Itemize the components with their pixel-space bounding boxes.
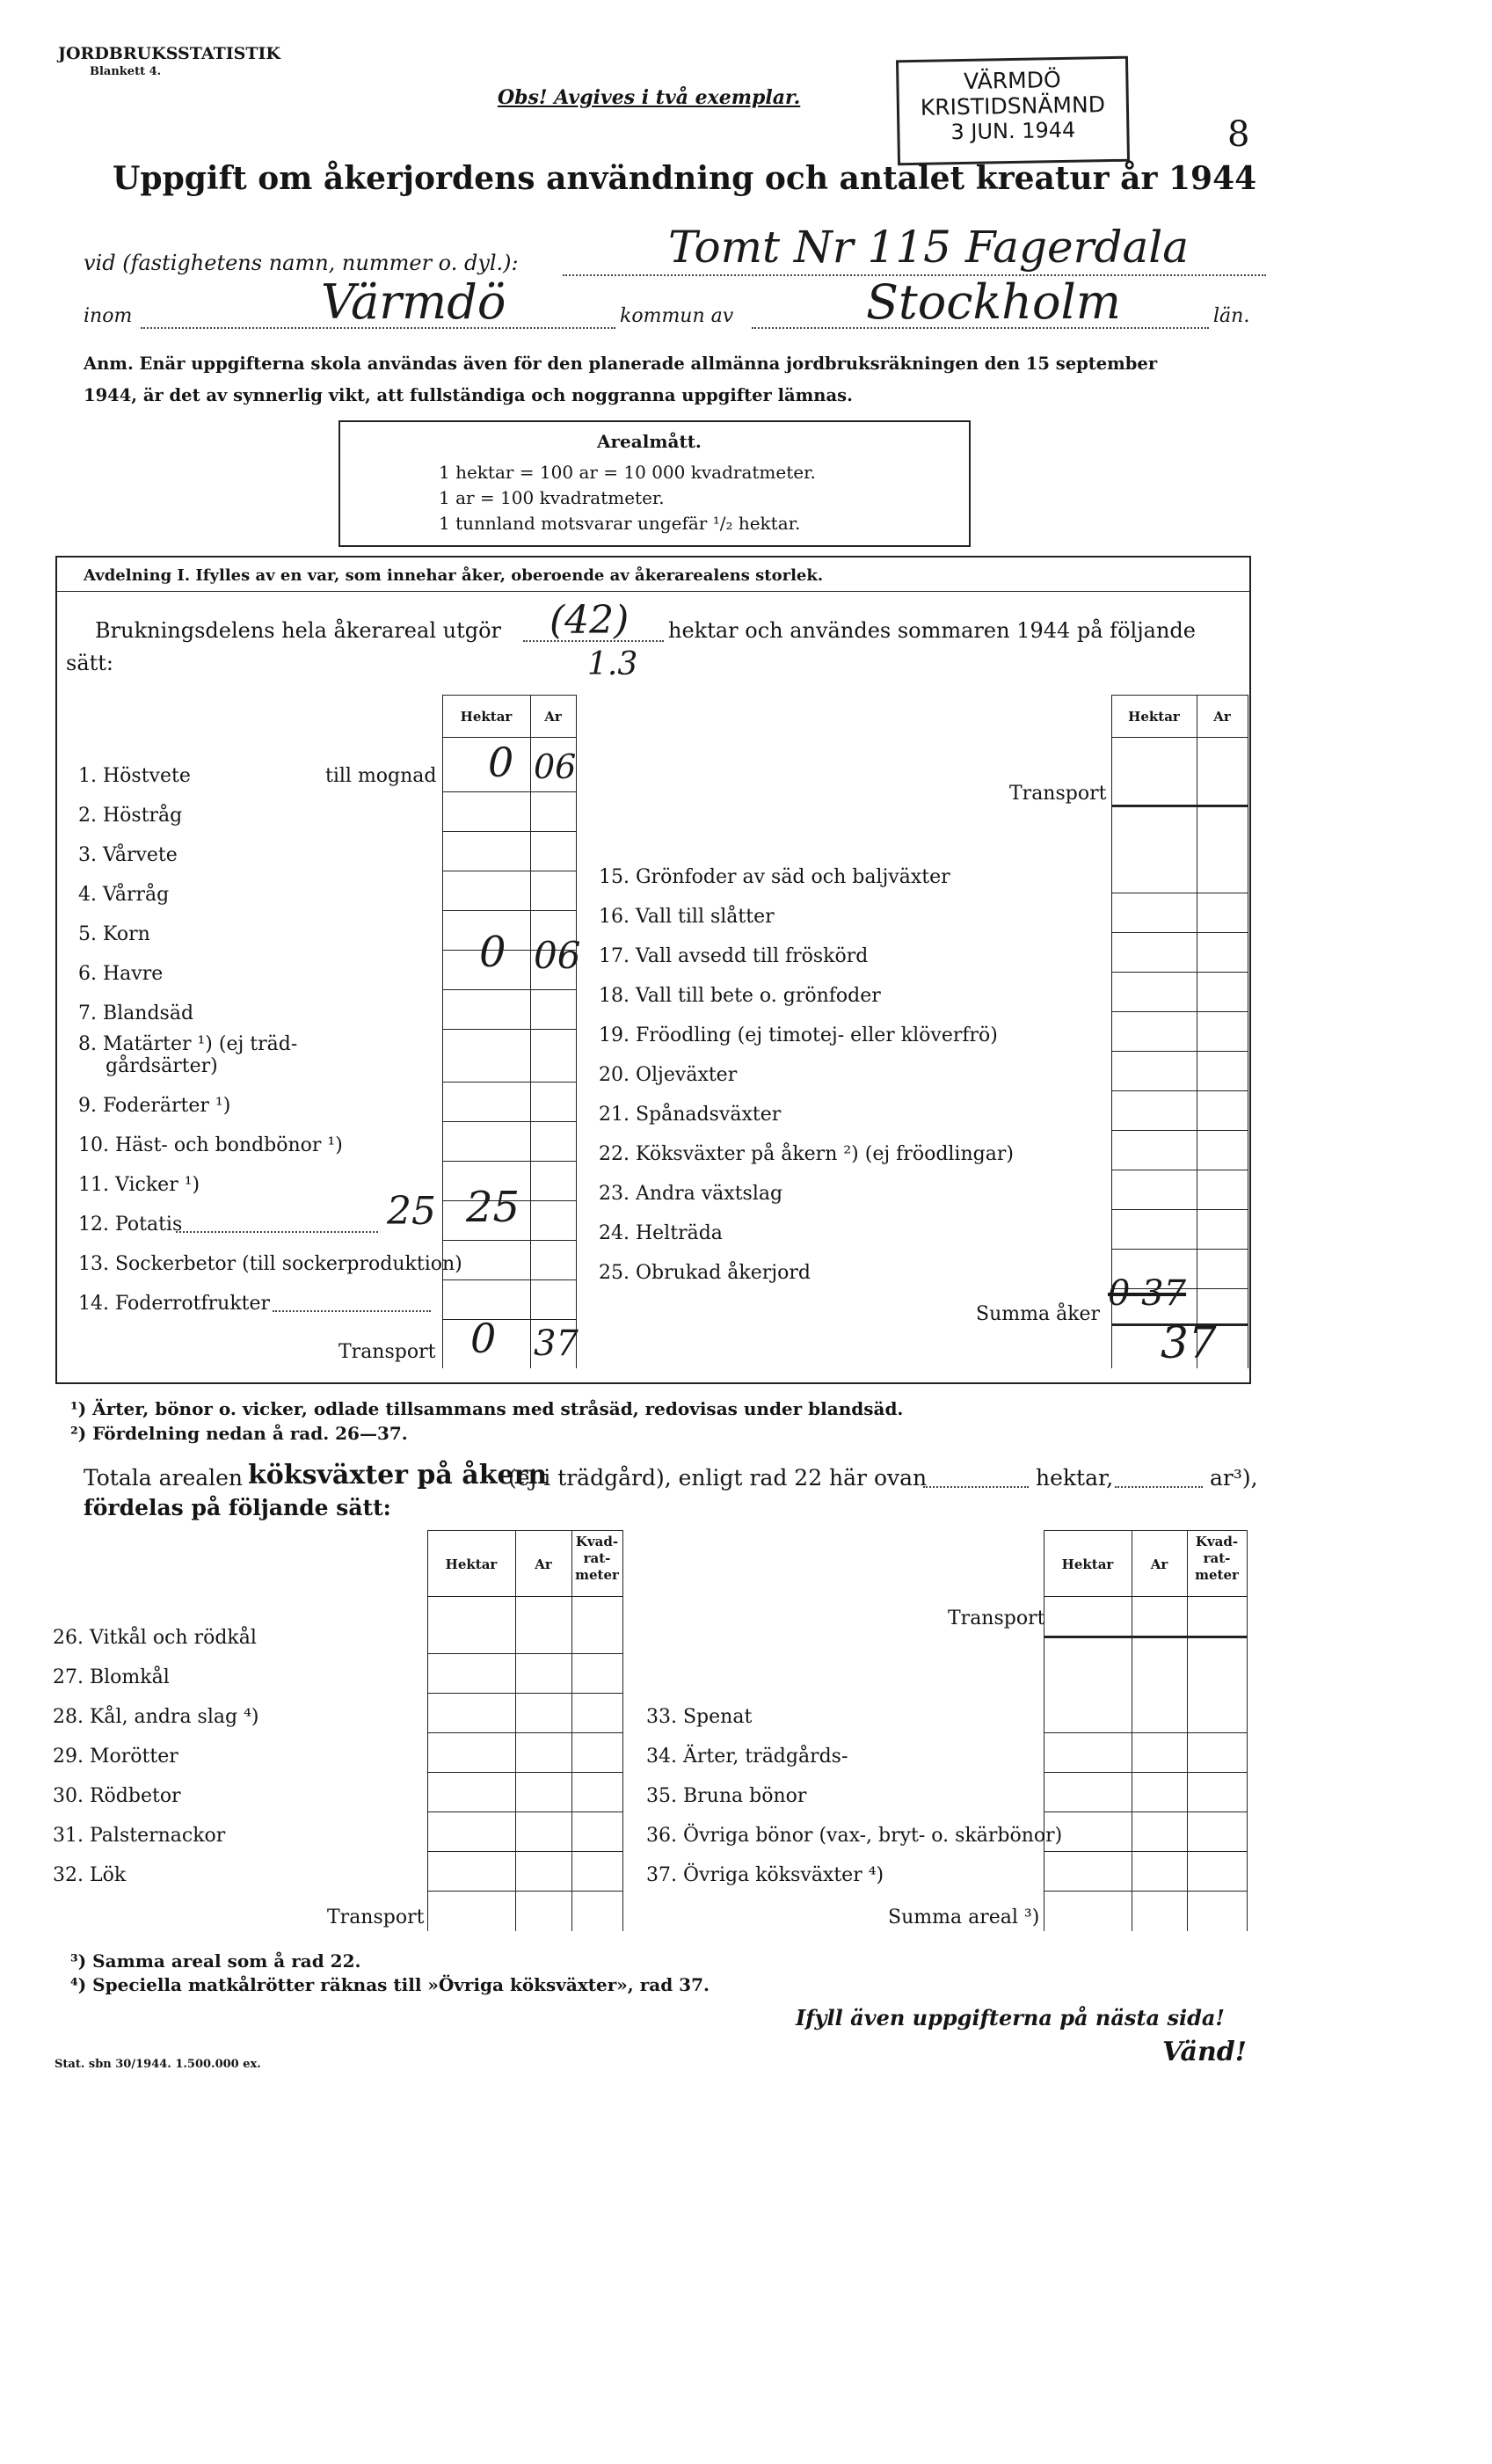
row-36-label: 36. Övriga bönor (vax-, bryt- o. skärbönor): [646, 1825, 1063, 1847]
municipality-value: Värmdö: [321, 274, 506, 330]
row-2-label: 2. Höstråg: [78, 805, 183, 827]
row-11-label: 11. Vicker ¹): [78, 1174, 200, 1196]
right-col-hektar: Hektar: [1128, 709, 1180, 725]
s2-right-col-ar: Ar: [1150, 1556, 1168, 1572]
left-table-divider: [530, 695, 531, 1368]
footnote-4: ⁴) Speciella matkålrötter räknas till »Övriga köksväxter», rad 37.: [70, 1974, 710, 1995]
section1-heading-rule: [55, 591, 1249, 592]
row-31-rule: [427, 1851, 622, 1852]
row-19-label: 19. Fröodling (ej timotej- eller klöverfrö): [599, 1024, 998, 1046]
margin-note: 1.3: [587, 646, 638, 682]
property-value: Tomt Nr 115 Fagerdala: [668, 222, 1190, 273]
left-transport-ar: 37: [534, 1323, 579, 1364]
row-27-rule: [427, 1693, 622, 1694]
left-col-ar: Ar: [544, 709, 562, 725]
areal-line3: 1 tunnland motsvarar ungefär ¹/₂ hektar.: [439, 513, 801, 534]
s2-left-transport: Transport: [327, 1906, 425, 1928]
row-31-label: 31. Palsternackor: [53, 1825, 226, 1847]
footnote-1: ¹) Ärter, bönor o. vicker, odlade tillsammans med stråsäd, redovisas under blandsäd.: [70, 1398, 904, 1419]
row-8-label: 8. Matärter ¹) (ej träd-: [78, 1033, 298, 1055]
row-22-label: 22. Köksväxter på åkern ²) (ej fröodlingar): [599, 1143, 1014, 1165]
right-col-ar: Ar: [1213, 709, 1231, 725]
row-6-rule: [442, 989, 576, 990]
left-transport-label: Transport: [338, 1341, 436, 1363]
row-25-label: 25. Obrukad åkerjord: [599, 1262, 811, 1284]
left-col-hektar: Hektar: [460, 709, 513, 725]
section2-intro-e: ar³),: [1210, 1465, 1258, 1491]
row-29-rule: [427, 1772, 622, 1773]
row-32-rule: [427, 1891, 622, 1892]
row-13-label: 13. Sockerbetor (till sockerproduktion): [78, 1253, 462, 1275]
s2-right-header-rule: [1044, 1596, 1247, 1597]
areal-title: Arealmått.: [597, 431, 702, 452]
areal-line1: 1 hektar = 100 ar = 10 000 kvadratmeter.: [439, 462, 816, 483]
section1-intro-c: sätt:: [66, 651, 113, 675]
row-34-label: 34. Ärter, trädgårds-: [646, 1746, 848, 1768]
acreage-value: (42): [549, 598, 630, 643]
row-6-label: 6. Havre: [78, 963, 164, 985]
areal-line2: 1 ar = 100 kvadratmeter.: [439, 487, 665, 508]
s2-left-col-kvad: Kvad- rat- meter: [575, 1534, 619, 1583]
summa-aker-value: 37: [1161, 1317, 1217, 1368]
stamp-date: 3 JUN. 1944: [950, 117, 1076, 145]
row-2-rule: [442, 831, 576, 832]
kommun-label: kommun av: [620, 305, 734, 327]
s2-left-header-rule: [427, 1596, 622, 1597]
s2-right-div2: [1187, 1530, 1188, 1931]
right-transport-rule: [1111, 805, 1248, 807]
row-35-label: 35. Bruna bönor: [646, 1785, 807, 1807]
row-19-rule: [1111, 1051, 1248, 1052]
row-18-rule: [1111, 1011, 1248, 1012]
left-transport-hektar: 0: [470, 1315, 497, 1362]
till-mognad-label: till mognad: [325, 765, 437, 787]
footnote-2: ²) Fördelning nedan å rad. 26—37.: [70, 1423, 408, 1444]
s2-right-top: [1044, 1530, 1247, 1531]
right-transport-label: Transport: [1009, 783, 1107, 805]
row-28-rule: [427, 1732, 622, 1733]
row-21-label: 21. Spånadsväxter: [599, 1104, 782, 1126]
row-26-label: 26. Vitkål och rödkål: [53, 1627, 257, 1649]
within-label: inom: [84, 305, 133, 327]
stamp-line1: VÄRMDÖ: [963, 67, 1061, 94]
section2-intro-f: fördelas på följande sätt:: [84, 1495, 391, 1520]
row-36-rule: [1044, 1851, 1247, 1852]
section2-intro-c: (ej i trädgård), enligt rad 22 här ovan: [508, 1465, 928, 1491]
anm-line2: 1944, är det av synnerlig vikt, att fullständiga och noggranna uppgifter lämnas.: [84, 385, 853, 405]
summa-struck-value: 0 37: [1108, 1273, 1187, 1314]
s2-right-col-hektar: Hektar: [1061, 1556, 1114, 1572]
right-table-header-rule: [1111, 737, 1248, 738]
row-12-dots: [176, 1231, 378, 1233]
section1-intro-a: Brukningsdelens hela åkerareal utgör: [95, 618, 502, 643]
summa-aker-label: Summa åker: [976, 1303, 1101, 1325]
print-info: Stat. sbn 30/1944. 1.500.000 ex.: [55, 2058, 261, 2071]
row-1-label: 1. Höstvete: [78, 765, 191, 787]
row-15-label: 15. Grönfoder av säd och baljväxter: [599, 866, 950, 888]
row-29-label: 29. Morötter: [53, 1746, 178, 1768]
row-5-label: 5. Korn: [78, 923, 150, 945]
row-17-rule: [1111, 972, 1248, 973]
turn-page-note: Vänd!: [1162, 2037, 1247, 2067]
row-13-rule: [442, 1279, 576, 1280]
notice: Obs! Avgives i två exemplar.: [498, 86, 801, 109]
row-3-label: 3. Vårvete: [78, 844, 178, 866]
page-number: 8: [1227, 114, 1250, 155]
row-28-label: 28. Kål, andra slag ⁴): [53, 1706, 259, 1728]
row-18-label: 18. Vall till bete o. grönfoder: [599, 985, 881, 1007]
row-24-rule: [1111, 1249, 1248, 1250]
s2-left-div1: [515, 1530, 516, 1931]
row-10-label: 10. Häst- och bondbönor ¹): [78, 1134, 343, 1156]
row-12-label: 12. Potatis: [78, 1214, 183, 1236]
row-26-rule: [427, 1653, 622, 1654]
s2-left-border-left: [427, 1530, 428, 1931]
row-30-label: 30. Rödbetor: [53, 1785, 181, 1807]
row-24-label: 24. Helträda: [599, 1222, 723, 1244]
page-title: Uppgift om åkerjordens användning och antalet kreatur år 1944: [113, 160, 1257, 197]
row-1-hektar: 0: [488, 739, 514, 786]
anm-line1: Anm. Enär uppgifterna skola användas även för den planerade allmänna jordbruksräkningen den 15 september: [84, 354, 1158, 374]
row-21-rule: [1111, 1130, 1248, 1131]
county-value: Stockholm: [866, 274, 1121, 330]
row-23-rule: [1111, 1209, 1248, 1210]
summa-areal-label: Summa areal ³): [888, 1906, 1040, 1928]
row-1-ar: 06: [534, 747, 577, 786]
s2-right-col-kvad: Kvad- rat- meter: [1195, 1534, 1239, 1583]
footnote-3: ³) Samma areal som å rad 22.: [70, 1950, 361, 1972]
row-12-ar: 25: [466, 1183, 520, 1232]
s2-left-top: [427, 1530, 622, 1531]
row-37-rule: [1044, 1891, 1247, 1892]
section2-intro-b: köksväxter på åkern: [248, 1460, 548, 1491]
row-27-label: 27. Blomkål: [53, 1666, 170, 1688]
section1-intro-b: hektar och användes sommaren 1944 på följande: [668, 618, 1196, 643]
received-stamp: [896, 56, 1130, 166]
row-16-label: 16. Vall till slåtter: [599, 906, 775, 928]
row-23-label: 23. Andra växtslag: [599, 1183, 783, 1205]
left-table-top: [442, 695, 576, 696]
row-4-label: 4. Vårråg: [78, 884, 170, 906]
left-table-header-rule: [442, 737, 576, 738]
row-4-rule: [442, 910, 576, 911]
agency-label: JORDBRUKSSTATISTIK: [58, 44, 280, 63]
s2-left-col-ar: Ar: [535, 1556, 552, 1572]
row-8-rule: [442, 1082, 576, 1083]
s2-left-div2: [571, 1530, 572, 1931]
fill-note: Ifyll även uppgifterna på nästa sida!: [796, 2005, 1225, 2030]
section2-hektar-line: [923, 1486, 1029, 1488]
row-34-rule: [1044, 1772, 1247, 1773]
row-12-rule: [442, 1240, 576, 1241]
section2-ar-line: [1115, 1486, 1203, 1488]
left-table-border-right: [576, 695, 577, 1368]
s2-right-transport: Transport: [948, 1607, 1045, 1629]
row-10-rule: [442, 1161, 576, 1162]
row-16-rule: [1111, 932, 1248, 933]
areal-box: [338, 420, 971, 547]
row-33-rule: [1044, 1732, 1247, 1733]
row-32-label: 32. Lök: [53, 1864, 127, 1886]
row-8-label2: gårdsärter): [106, 1055, 218, 1077]
row-33-label: 33. Spenat: [646, 1706, 753, 1728]
right-table-top: [1111, 695, 1248, 696]
section1-heading: Avdelning I. Ifylles av en var, som innehar åker, oberoende av åkerarealens storlek.: [84, 566, 824, 585]
row-20-label: 20. Oljeväxter: [599, 1064, 738, 1086]
row-9-label: 9. Foderärter ¹): [78, 1095, 231, 1117]
potatis-margin-value: 25: [387, 1189, 436, 1234]
s2-right-border-right: [1247, 1530, 1248, 1931]
row-7-rule: [442, 1029, 576, 1030]
row-17-label: 17. Vall avsedd till fröskörd: [599, 945, 869, 967]
lan-label: län.: [1213, 305, 1250, 327]
row-20-rule: [1111, 1090, 1248, 1091]
section2-intro-d: hektar,: [1036, 1465, 1114, 1491]
form-number: Blankett 4.: [90, 65, 162, 78]
row-7-label: 7. Blandsäd: [78, 1002, 194, 1024]
right-table-border-left: [1111, 695, 1112, 1368]
row-14-rule: [442, 1319, 576, 1320]
s2-right-transport-rule: [1044, 1636, 1247, 1638]
row-9-rule: [442, 1121, 576, 1122]
row-6-ar: 06: [534, 934, 581, 977]
row-1-rule: [442, 791, 576, 792]
row-14-dots: [273, 1310, 431, 1312]
s2-left-border-right: [622, 1530, 623, 1931]
row-6-hektar: 0: [479, 928, 506, 977]
stamp-line2: KRISTIDSNÄMND: [920, 91, 1106, 120]
row-14-label: 14. Foderrotfrukter: [78, 1293, 271, 1315]
property-label: vid (fastighetens namn, nummer o. dyl.):: [84, 251, 519, 275]
row-37-label: 37. Övriga köksväxter ⁴): [646, 1864, 884, 1886]
s2-left-col-hektar: Hektar: [445, 1556, 498, 1572]
section2-intro-a: Totala arealen: [84, 1465, 244, 1491]
